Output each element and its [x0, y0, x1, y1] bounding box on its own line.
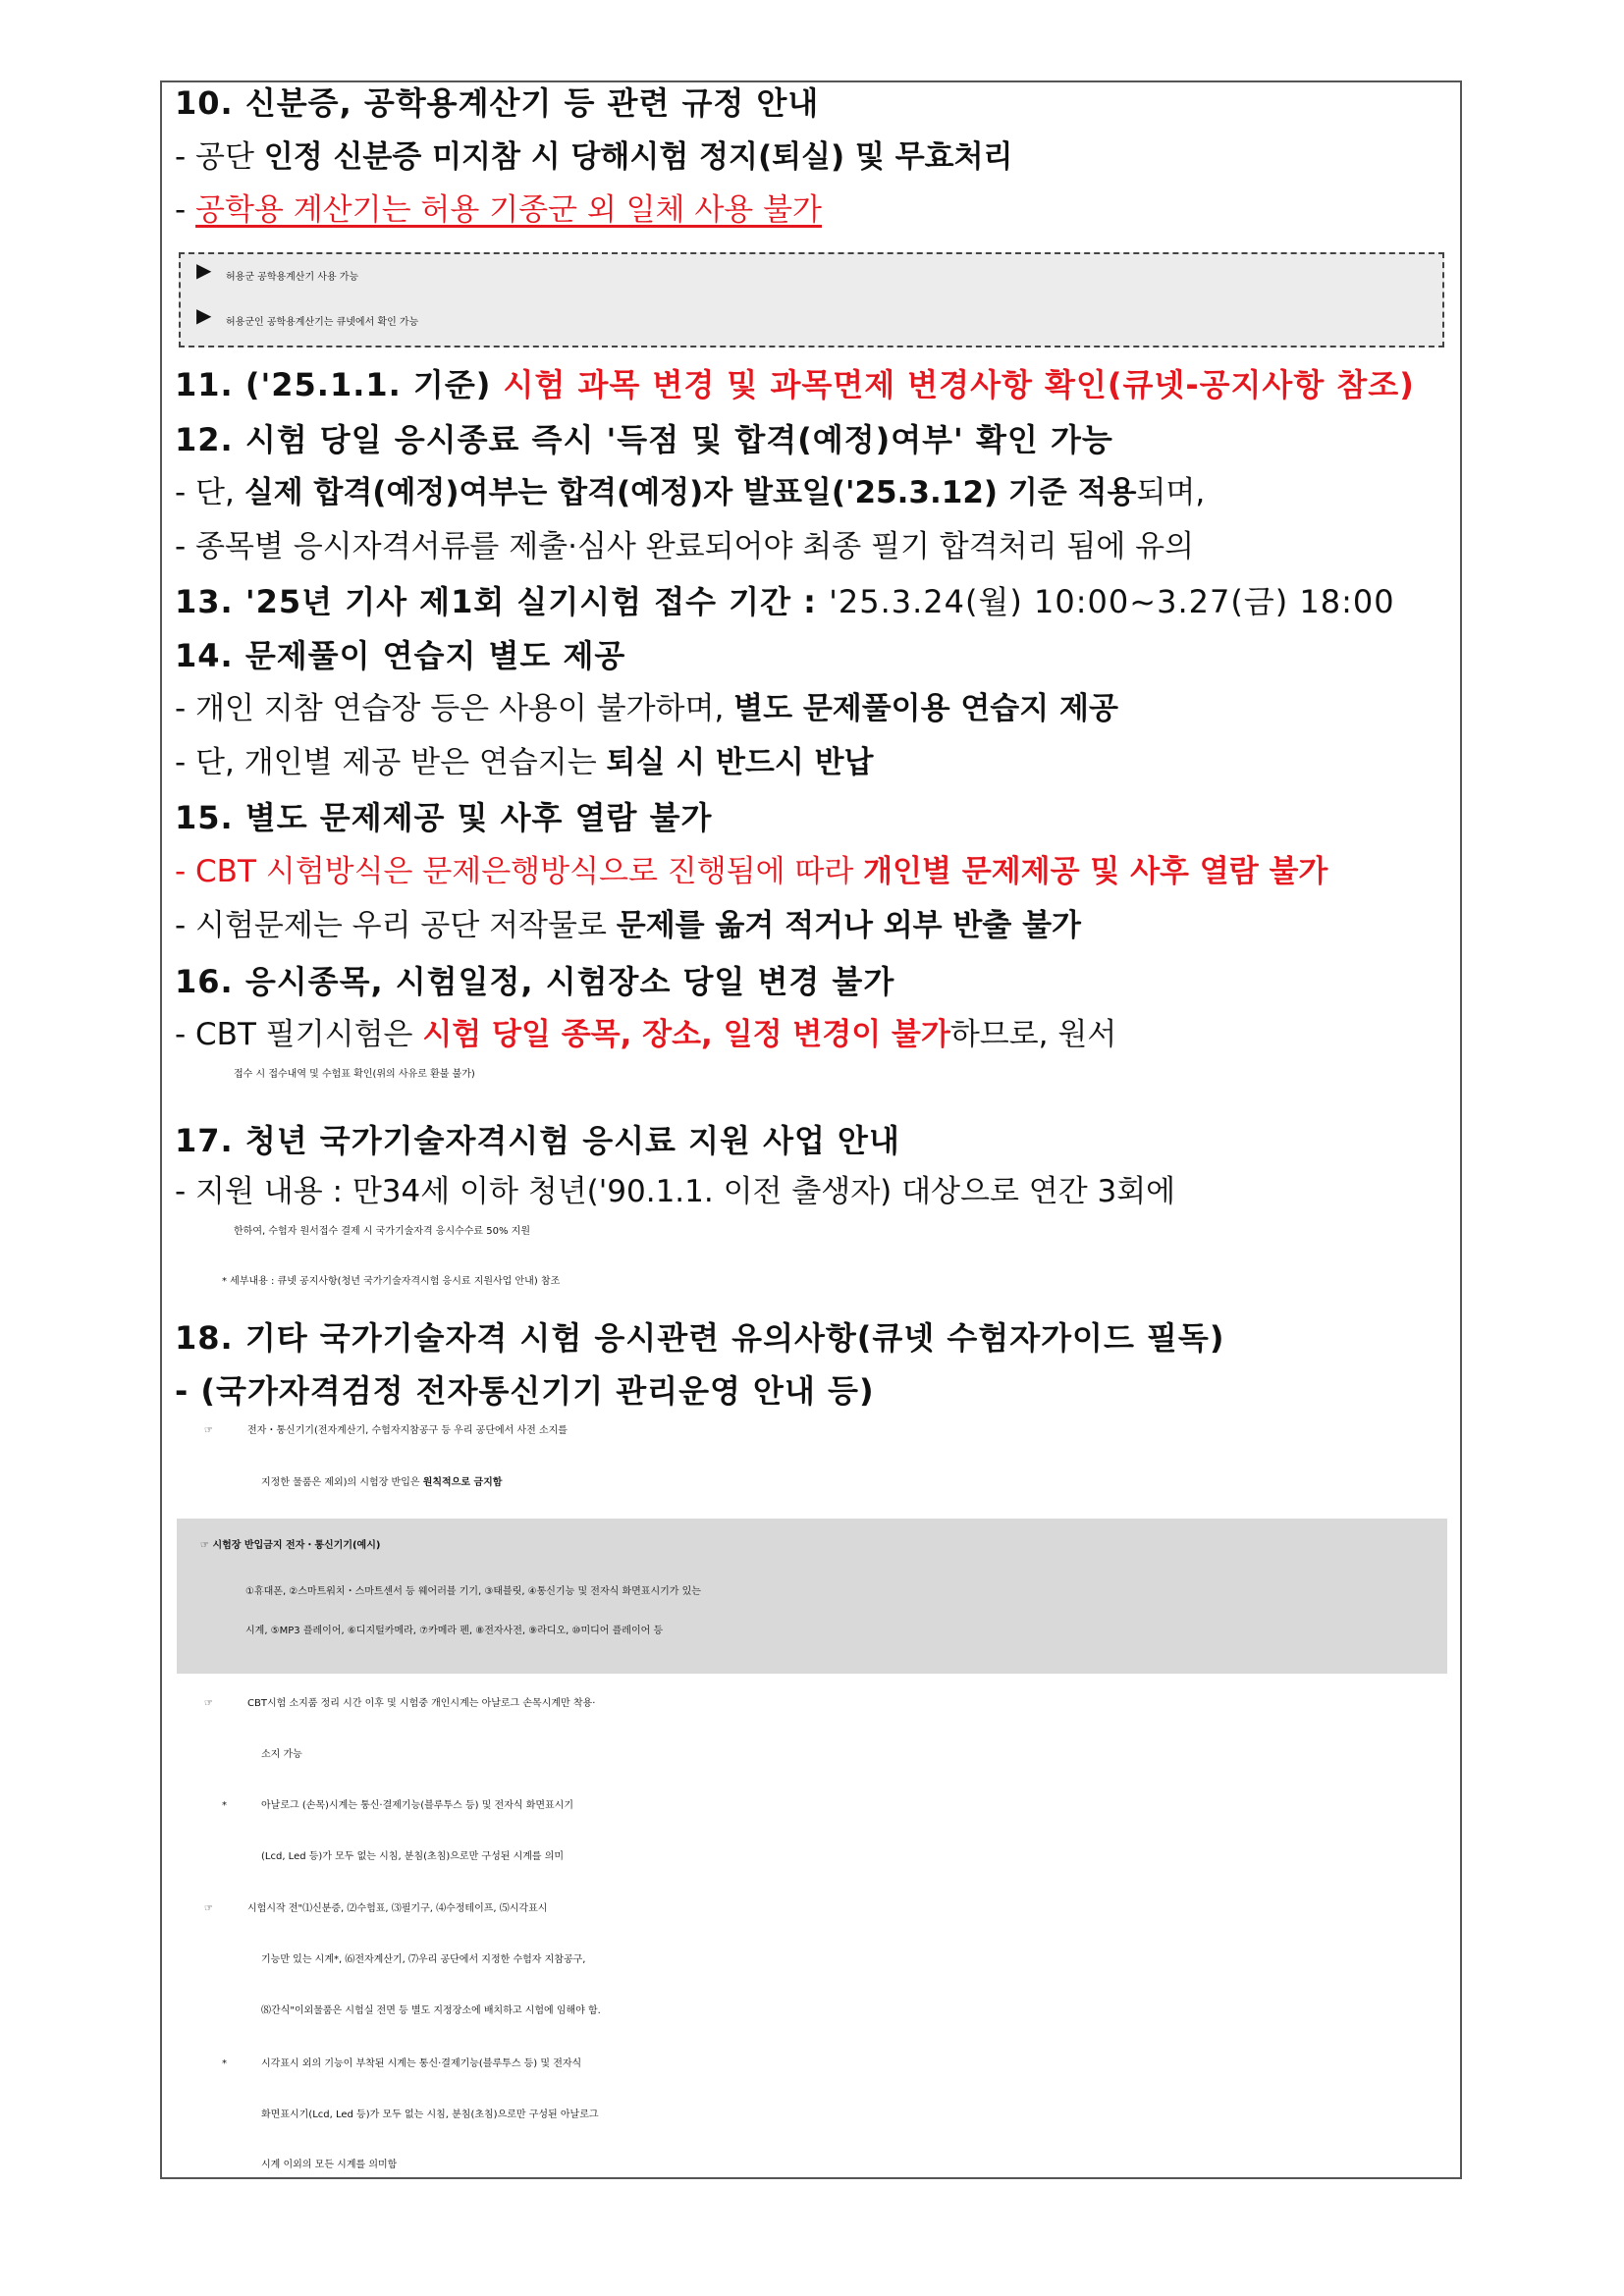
section-17-note: * 세부내용 : 큐넷 공지사항(청년 국가기술자격시험 응시료 지원사업 안내) 참조 — [222, 1276, 561, 1287]
pointing-hand-icon: ☞ — [204, 1698, 213, 1709]
section-15-heading: 15. 별도 문제제공 및 사후 열람 불가 — [175, 799, 713, 836]
section-18-note-1-line-1: * 아날로그 (손목)시계는 통신·결제기능(블루투스 등) 및 전자식 화면표시기 — [222, 1800, 573, 1811]
section-18-note-2-line-3: 시계 이외의 모든 시계를 의미함 — [261, 2160, 398, 2170]
section-13-heading: 13. '25년 기사 제1회 실기시험 접수 기간 : '25.3.24(월) 10:00~3.27(금) 18:00 — [175, 583, 1395, 620]
triangle-bullet-icon: ▶ — [196, 303, 212, 327]
triangle-bullet-icon: ▶ — [196, 258, 212, 282]
asterisk-mark: * — [222, 1800, 227, 1811]
section-18-point-3-line-1: ☞ 시험시작 전"⑴신분증, ⑵수험표, ⑶필기구, ⑷수정테이프, ⑸시각표시 — [204, 1903, 548, 1914]
section-15-line-2: - 시험문제는 우리 공단 저작물로 문제를 옮겨 적거나 외부 반출 불가 — [175, 908, 1081, 943]
section-12-line-2: - 종목별 응시자격서류를 제출·심사 완료되어야 최종 필기 합격처리 됨에 유의 — [175, 529, 1195, 564]
section-17-heading: 17. 청년 국가기술자격시험 응시료 지원 사업 안내 — [175, 1122, 900, 1159]
section-17-line-2: 한하여, 수험자 원서접수 결제 시 국가기술자격 응시수수료 50% 지원 — [234, 1226, 530, 1237]
section-18-point-3-line-2: 기능만 있는 시계*, ⑹전자계산기, ⑺우리 공단에서 지정한 수험자 지참공구, — [261, 1954, 586, 1965]
section-15-line-1: - CBT 시험방식은 문제은행방식으로 진행됨에 따라 개인별 문제제공 및 사후 열람 불가 — [175, 854, 1328, 889]
section-16-line-1: - CBT 필기시험은 시험 당일 종목, 장소, 일정 변경이 불가하므로, 원서 — [175, 1017, 1117, 1052]
section-12-line-1: - 단, 실제 합격(예정)여부는 합격(예정)자 발표일('25.3.12) 기준 적용되며, — [175, 475, 1206, 510]
section-18-point-1-line-1: ☞ 전자・통신기기(전자계산기, 수험자지참공구 등 우리 공단에서 사전 소지를 — [204, 1425, 568, 1436]
asterisk-mark: * — [222, 2058, 227, 2069]
section-17-line-1: - 지원 내용 : 만34세 이하 청년('90.1.1. 이전 출생자) 대상으로 연간 3회에 — [175, 1174, 1176, 1209]
section-18-note-2-line-2: 화면표시기(Lcd, Led 등)가 모두 없는 시침, 분침(초침)으로만 구성된 아날로그 — [261, 2109, 599, 2120]
pointing-hand-icon: ☞ — [204, 1903, 213, 1914]
banned-devices-line-2: 시계, ⑤MP3 플레이어, ⑥디지털카메라, ⑦카메라 펜, ⑧전자사전, ⑨라디오, ⑩미디어 플레이어 등 — [245, 1626, 664, 1636]
section-18-note-1-line-2: (Lcd, Led 등)가 모두 없는 시침, 분침(초침)으로만 구성된 시계를 의미 — [261, 1851, 565, 1862]
section-10-heading: 10. 신분증, 공학용계산기 등 관련 규정 안내 — [175, 84, 820, 122]
section-14-line-1: - 개인 지참 연습장 등은 사용이 불가하며, 별도 문제풀이용 연습지 제공 — [175, 691, 1118, 726]
box-item-1: ▶ 허용군 공학용계산기 사용 가능 — [196, 258, 359, 283]
section-18-point-3-line-3: ⑻간식"이외물품은 시험실 전면 등 별도 지정장소에 배치하고 시험에 임해야 함. — [261, 2005, 601, 2016]
section-14-heading: 14. 문제풀이 연습지 별도 제공 — [175, 637, 626, 674]
section-16-heading: 16. 응시종목, 시험일정, 시험장소 당일 변경 불가 — [175, 963, 895, 1000]
section-18-point-2-line-2: 소지 가능 — [261, 1749, 302, 1760]
section-18-heading: 18. 기타 국가기술자격 시험 응시관련 유의사항(큐넷 수험자가이드 필독) — [175, 1319, 1225, 1357]
section-10-line-2: - 공학용 계산기는 허용 기종군 외 일체 사용 불가 — [175, 192, 822, 228]
box-item-2: ▶ 허용군인 공학용계산기는 큐넷에서 확인 가능 — [196, 303, 419, 328]
section-18-subheading: - (국가자격검정 전자통신기기 관리운영 안내 등) — [175, 1372, 875, 1410]
section-10-line-1: - 공단 인정 신분증 미지참 시 당해시험 정지(퇴실) 및 무효처리 — [175, 139, 1013, 175]
section-18-note-2-line-1: * 시각표시 외의 기능이 부착된 시계는 통신·결제기능(블루투스 등) 및 전자식 — [222, 2058, 582, 2069]
pointing-hand-icon: ☞ — [204, 1425, 213, 1436]
banned-devices-line-1: ①휴대폰, ②스마트워치・스마트센서 등 웨어러블 기기, ③태블릿, ④통신기능 및 전자식 화면표시기가 있는 — [245, 1586, 701, 1597]
section-11-heading: 11. ('25.1.1. 기준) 시험 과목 변경 및 과목면제 변경사항 확인(큐넷-공지사항 참조) — [175, 366, 1415, 403]
section-16-line-2: 접수 시 접수내역 및 수험표 확인(위의 사유로 환불 불가) — [234, 1069, 475, 1080]
section-18-point-1-line-2: 지정한 물품은 제외)의 시험장 반입은 원칙적으로 금지함 — [261, 1477, 503, 1488]
section-18-point-2-line-1: ☞ CBT시험 소지품 정리 시간 이후 및 시험중 개인시계는 아날로그 손목시계만 착용· — [204, 1698, 596, 1709]
banned-devices-title: ☞ 시험장 반입금지 전자・통신기기(예시) — [200, 1540, 381, 1551]
section-14-line-2: - 단, 개인별 제공 받은 연습지는 퇴실 시 반드시 반납 — [175, 745, 874, 780]
section-12-heading: 12. 시험 당일 응시종료 즉시 '득점 및 합격(예정)여부' 확인 가능 — [175, 421, 1113, 458]
